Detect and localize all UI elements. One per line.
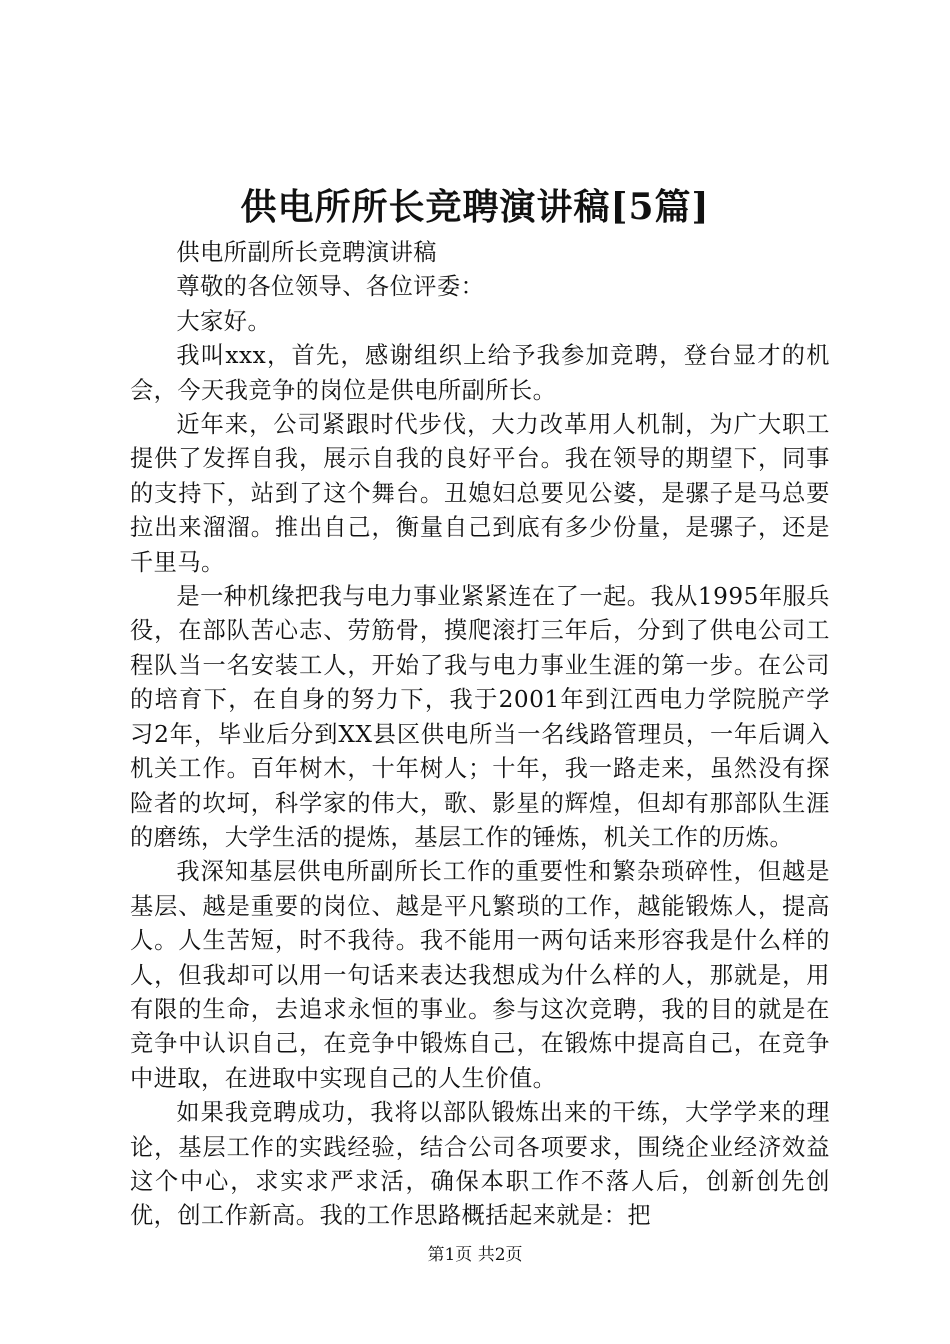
page-footer: 第1页 共2页 <box>427 1245 523 1265</box>
paragraph: 我深知基层供电所副所长工作的重要性和繁杂琐碎性，但越是基层、越是重要的岗位、越是平凡繁琐的工作，越能锻炼人，提高人。人生苦短，时不我待。我不能用一两句话来形容我是什么样的人，但我却可以用一句话来表达我想成为什么样的人，那就是，用有限的生命，去追求永恒的事业。参与这次竞聘，我的目的就是在竞争中认识自己，在竞争中锻炼自己，在锻炼中提高自己，在竞争中进取，在进取中实现自己的人生价值。 <box>130 858 830 1092</box>
paragraph-salutation: 尊敬的各位领导、各位评委： <box>176 273 485 301</box>
paragraph-greeting: 大家好。 <box>176 307 272 335</box>
document-body <box>130 236 830 1234</box>
paragraph: 近年来，公司紧跟时代步伐，大力改革用人机制，为广大职工提供了发挥自我，展示自我的良好平台。我在领导的期望下，同事的支持下，站到了这个舞台。丑媳妇总要见公婆，是骡子是马总要拉出来溜溜。推出自己，衡量自己到底有多少份量，是骡子，还是千里马。 <box>130 411 830 576</box>
paragraph: 是一种机缘把我与电力事业紧紧连在了一起。我从1995年服兵役，在部队苦心志、劳筋骨，摸爬滚打三年后，分到了供电公司工程队当一名安装工人，开始了我与电力事业生涯的第一步。在公司的培育下，在自身的努力下，我于2001年到江西电力学院脱产学习2年，毕业后分到XX县区供电所当一名线路管理员，一年后调入机关工作。百年树木，十年树人；十年，我一路走来，虽然没有探险者的坎坷，科学家的伟大，歌、影星的辉煌，但却有那部队生涯的磨练，大学生活的提炼，基层工作的锤炼，机关工作的历炼。 <box>130 583 830 851</box>
document-title: 供电所所长竞聘演讲稿[5篇] <box>240 186 710 228</box>
paragraph: 如果我竞聘成功，我将以部队锻炼出来的干练，大学学来的理论，基层工作的实践经验，结合公司各项要求，围绕企业经济效益这个中心，求实求严求活，确保本职工作不落人后，创新创先创优，创工作新高。我的工作思路概括起来就是：把 <box>130 1099 830 1230</box>
paragraph-subtitle: 供电所副所长竞聘演讲稿 <box>176 239 437 266</box>
paragraph: 我叫xxx，首先，感谢组织上给予我参加竞聘，登台显才的机会，今天我竞争的岗位是供电所副所长。 <box>130 342 830 404</box>
